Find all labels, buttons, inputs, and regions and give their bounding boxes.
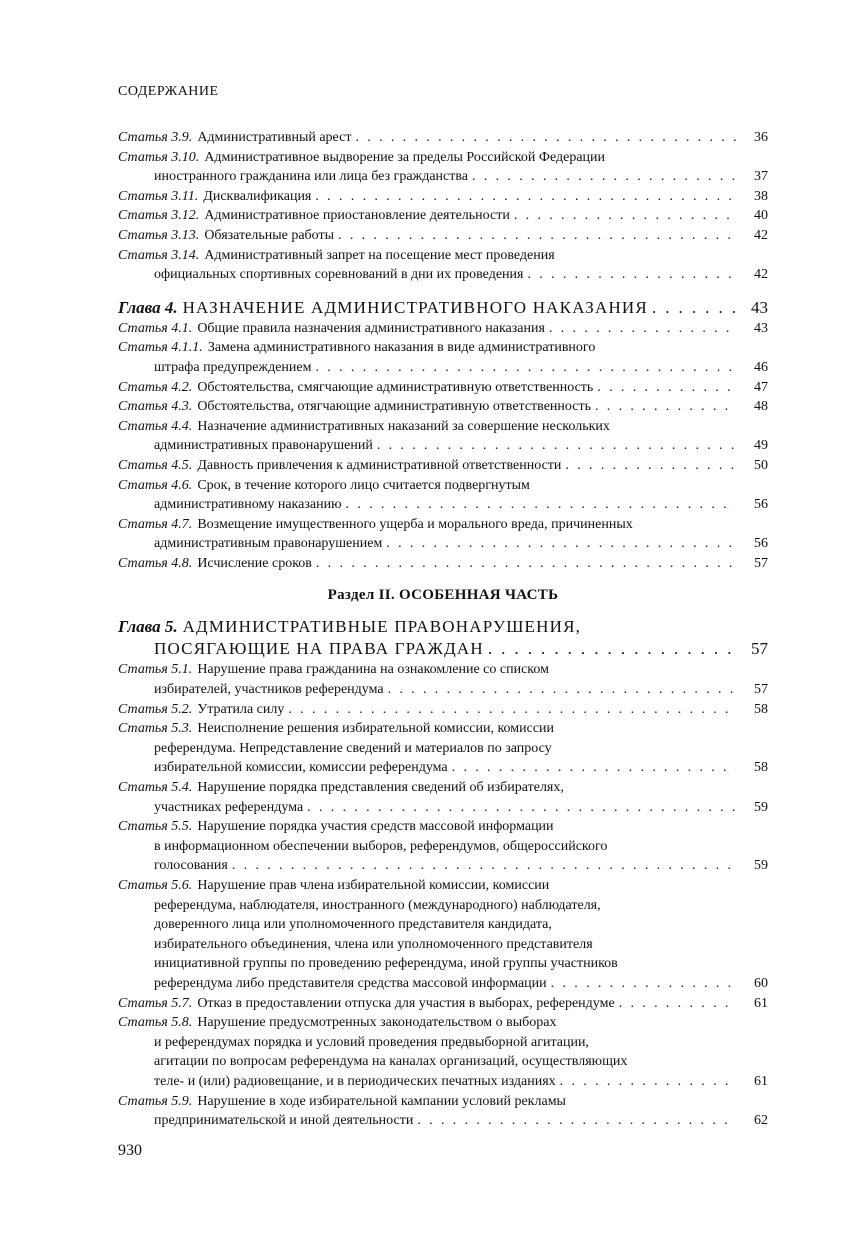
toc-article-entry — [118, 1013, 768, 1091]
page-ref: 56 — [754, 497, 768, 513]
article-label: Статья 5.1. — [118, 662, 193, 678]
entry-title: референдума. Непредставление сведений и материалов по запросу — [154, 740, 552, 756]
dot-leader — [595, 397, 736, 417]
entry-title: Обстоятельства, смягчающие административную ответственность — [197, 379, 594, 395]
entry-title: официальных спортивных соревнований в дни их проведения — [154, 267, 524, 283]
toc-article-entry — [118, 660, 768, 699]
entry-title: избирательного объединения, члена или уполномоченного представителя — [154, 936, 593, 952]
page-ref: 59 — [754, 858, 768, 874]
toc-line — [118, 246, 768, 266]
toc-article-entry — [118, 206, 768, 226]
toc-line — [118, 660, 768, 680]
article-label: Статья 5.5. — [118, 819, 193, 835]
page-ref: 48 — [754, 399, 768, 415]
page-ref: 42 — [754, 267, 768, 283]
entry-title: Исчисление сроков — [197, 555, 312, 571]
entry-title: Утратила силу — [197, 701, 285, 717]
page-ref: 40 — [754, 208, 768, 224]
entry-title: Обстоятельства, отягчающие административную ответственность — [197, 399, 591, 415]
toc-line — [118, 1052, 768, 1072]
dot-leader — [377, 436, 736, 456]
page-ref: 60 — [754, 975, 768, 991]
section-heading: Раздел II. ОСОБЕННАЯ ЧАСТЬ — [327, 587, 559, 604]
toc-line — [118, 994, 768, 1014]
article-label: Статья 5.9. — [118, 1093, 193, 1109]
article-label: Статья 3.12. — [118, 208, 200, 224]
entry-title: Отказ в предоставлении отпуска для участия в выборах, референдуме — [197, 995, 615, 1011]
toc-line — [118, 935, 768, 955]
toc-line — [118, 515, 768, 535]
toc-line — [118, 187, 768, 207]
entry-title: Административное выдворение за пределы Российской Федерации — [204, 149, 606, 165]
article-label: Статья 4.6. — [118, 477, 193, 493]
dot-leader — [488, 638, 736, 660]
dot-leader — [549, 319, 736, 339]
article-label: Статья 4.8. — [118, 555, 193, 571]
entry-title: Замена административного наказания в виде административного — [207, 340, 596, 356]
dot-leader — [560, 1072, 736, 1092]
toc-line — [118, 397, 768, 417]
toc-line — [118, 265, 768, 285]
toc-article-entry — [118, 226, 768, 246]
entry-title: Административный запрет на посещение мест проведения — [204, 247, 555, 263]
article-label: Статья 5.4. — [118, 780, 193, 796]
toc-line — [118, 226, 768, 246]
dot-leader — [316, 554, 736, 574]
dot-leader — [307, 798, 736, 818]
dot-leader — [315, 187, 736, 207]
entry-title: штрафа предупреждением — [154, 359, 312, 375]
dot-leader — [619, 994, 736, 1014]
dot-leader — [316, 358, 737, 378]
toc-article-entry — [118, 319, 768, 339]
entry-title: административным правонарушением — [154, 536, 383, 552]
entry-title: Нарушение порядка участия средств массовой информации — [197, 819, 554, 835]
toc-line — [118, 954, 768, 974]
dot-leader — [565, 456, 736, 476]
page-ref: 43 — [751, 297, 768, 317]
toc-line — [118, 896, 768, 916]
entry-title: Нарушение порядка представления сведений об избирателях, — [197, 780, 564, 796]
toc-line — [118, 700, 768, 720]
toc-line — [118, 719, 768, 739]
toc-article-entry — [118, 128, 768, 148]
article-label: Статья 3.9. — [118, 130, 193, 145]
entry-title: Административный арест — [197, 130, 352, 145]
toc-line — [118, 974, 768, 994]
entry-title: Возмещение имущественного ущерба и морального вреда, причиненных — [197, 516, 633, 532]
toc-article-entry — [118, 1092, 768, 1131]
dot-leader — [527, 265, 736, 285]
toc-line — [118, 417, 768, 437]
page-ref: 49 — [754, 438, 768, 454]
entry-title: участниках референдума — [154, 799, 304, 815]
toc-line — [118, 167, 768, 187]
toc-article-entry — [118, 246, 768, 285]
page-ref: 37 — [754, 169, 768, 185]
toc-chapter-entry — [118, 297, 768, 319]
entry-title: Нарушение права гражданина на ознакомление со списком — [197, 662, 549, 678]
toc-line — [118, 297, 768, 319]
toc-article-entry — [118, 700, 768, 720]
entry-title: Назначение административных наказаний за совершение нескольких — [197, 418, 610, 434]
toc-line — [118, 915, 768, 935]
entry-title: Нарушение прав члена избирательной комиссии, комиссии — [197, 878, 550, 893]
toc-article-entry — [118, 378, 768, 398]
page-ref: 50 — [754, 457, 768, 473]
entry-title: иностранного гражданина или лица без гражданства — [154, 169, 469, 185]
page-ref: 58 — [754, 760, 768, 776]
entry-title: административных правонарушений — [154, 438, 373, 454]
entry-title: референдума, наблюдателя, иностранного (международного) наблюдателя, — [154, 897, 601, 913]
toc-article-entry — [118, 338, 768, 377]
toc-line — [118, 817, 768, 837]
dot-leader — [288, 700, 736, 720]
toc-article-entry — [118, 148, 768, 187]
toc-line — [118, 128, 768, 148]
entry-title: Давность привлечения к административной ответственности — [197, 457, 562, 473]
toc-line — [118, 456, 768, 476]
entry-title: Неисполнение решения избирательной комиссии, комиссии — [197, 721, 555, 737]
dot-leader — [388, 680, 736, 700]
entry-title: инициативной группы по проведению референдума, иной группы участников — [154, 956, 618, 972]
page-ref: 57 — [754, 555, 768, 571]
article-label: Статья 4.2. — [118, 379, 193, 395]
page-ref: 42 — [754, 227, 768, 243]
chapter-label: Глава 4. — [118, 297, 178, 317]
entry-title: голосования — [154, 858, 228, 874]
table-of-contents — [118, 128, 768, 1131]
page-ref: 43 — [754, 320, 768, 336]
article-label: Статья 4.5. — [118, 457, 193, 473]
toc-article-entry — [118, 876, 768, 994]
dot-leader — [417, 1111, 736, 1131]
article-label: Статья 4.3. — [118, 399, 193, 415]
page-ref: 58 — [754, 701, 768, 717]
entry-title: НАЗНАЧЕНИЕ АДМИНИСТРАТИВНОГО НАКАЗАНИЯ — [182, 297, 648, 317]
article-label: Статья 4.1. — [118, 320, 193, 336]
toc-article-entry — [118, 554, 768, 574]
toc-line — [118, 495, 768, 515]
toc-article-entry — [118, 994, 768, 1014]
page-ref: 57 — [754, 682, 768, 698]
page-ref: 36 — [754, 130, 768, 145]
entry-title: Нарушение в ходе избирательной кампании условий рекламы — [197, 1093, 566, 1109]
toc-line — [118, 1013, 768, 1033]
entry-title: АДМИНИСТРАТИВНЫЕ ПРАВОНАРУШЕНИЯ, — [182, 617, 582, 637]
entry-title: теле- и (или) радиовещание, и в периодических печатных изданиях — [154, 1073, 556, 1089]
article-label: Статья 4.1.1. — [118, 340, 203, 356]
toc-line — [118, 358, 768, 378]
article-label: Статья 5.2. — [118, 701, 193, 717]
toc-line — [118, 1033, 768, 1053]
article-label: Статья 5.3. — [118, 721, 193, 737]
toc-line — [118, 638, 768, 660]
entry-title: избирателей, участников референдума — [154, 682, 384, 698]
dot-leader — [338, 226, 736, 246]
page-ref: 62 — [754, 1113, 768, 1129]
page-ref: 56 — [754, 536, 768, 552]
entry-title: и референдумах порядка и условий проведения предвыборной агитации, — [154, 1034, 589, 1050]
dot-leader — [597, 378, 736, 398]
article-label: Статья 5.7. — [118, 995, 193, 1011]
toc-line — [118, 554, 768, 574]
toc-line — [118, 476, 768, 496]
entry-title: Нарушение предусмотренных законодательством о выборах — [197, 1015, 557, 1031]
entry-title: референдума либо представителя средства массовой информации — [154, 975, 547, 991]
toc-article-entry — [118, 417, 768, 456]
entry-title: доверенного лица или уполномоченного представителя кандидата, — [154, 917, 552, 933]
entry-title: предпринимательской и иной деятельности — [154, 1113, 414, 1129]
toc-article-entry — [118, 187, 768, 207]
toc-line — [118, 778, 768, 798]
article-label: Статья 3.13. — [118, 227, 200, 243]
toc-article-entry — [118, 778, 768, 817]
dot-leader — [232, 856, 736, 876]
chapter-label: Глава 5. — [118, 617, 178, 637]
toc-article-entry — [118, 817, 768, 876]
toc-line — [118, 680, 768, 700]
toc-line — [118, 876, 768, 896]
article-label: Статья 4.4. — [118, 418, 193, 434]
toc-article-entry — [118, 397, 768, 417]
page-ref: 57 — [751, 639, 768, 659]
page-ref: 38 — [754, 188, 768, 204]
toc-article-entry — [118, 515, 768, 554]
dot-leader — [452, 758, 736, 778]
page-number: 930 — [118, 1142, 142, 1159]
toc-line — [118, 1072, 768, 1092]
toc-line — [118, 1092, 768, 1112]
entry-title: Срок, в течение которого лицо считается подвергнутым — [197, 477, 530, 493]
article-label: Статья 5.8. — [118, 1015, 193, 1031]
dot-leader — [472, 167, 736, 187]
toc-line — [118, 436, 768, 456]
toc-line — [118, 616, 768, 638]
dot-leader — [514, 206, 736, 226]
page-ref: 47 — [754, 379, 768, 395]
toc-line — [118, 798, 768, 818]
article-label: Статья 3.10. — [118, 149, 200, 165]
toc-line — [118, 534, 768, 554]
toc-article-entry — [118, 456, 768, 476]
entry-title: Дисквалификация — [203, 188, 312, 204]
entry-title: Общие правила назначения административного наказания — [197, 320, 545, 336]
toc-line — [118, 837, 768, 857]
dot-leader — [355, 128, 736, 148]
toc-line — [118, 206, 768, 226]
article-label: Статья 3.11. — [118, 188, 199, 204]
toc-line — [118, 319, 768, 339]
toc-line — [118, 1111, 768, 1131]
page-ref: 59 — [754, 799, 768, 815]
toc-line — [118, 338, 768, 358]
entry-title: Административное приостановление деятельности — [204, 208, 510, 224]
dot-leader — [551, 974, 736, 994]
toc-line — [118, 148, 768, 168]
page-ref: 46 — [754, 359, 768, 375]
page-ref: 61 — [754, 1073, 768, 1089]
toc-line — [118, 856, 768, 876]
entry-title: ПОСЯГАЮЩИЕ НА ПРАВА ГРАЖДАН — [154, 639, 484, 659]
dot-leader — [652, 297, 736, 319]
toc-article-entry — [118, 719, 768, 778]
entry-title: в информационном обеспечении выборов, референдумов, общероссийского — [154, 838, 608, 854]
entry-title: Обязательные работы — [204, 227, 335, 243]
toc-chapter-entry — [118, 616, 768, 660]
toc-line — [118, 378, 768, 398]
page-ref: 61 — [754, 995, 768, 1011]
toc-line — [118, 758, 768, 778]
article-label: Статья 3.14. — [118, 247, 200, 263]
entry-title: административному наказанию — [154, 497, 342, 513]
toc-line — [118, 739, 768, 759]
dot-leader — [346, 495, 736, 515]
article-label: Статья 4.7. — [118, 516, 193, 532]
running-head: СОДЕРЖАНИЕ — [118, 84, 219, 99]
entry-title: агитации по вопросам референдума на каналах организаций, осуществляющих — [154, 1054, 628, 1070]
dot-leader — [386, 534, 736, 554]
entry-title: избирательной комиссии, комиссии референдума — [154, 760, 448, 776]
toc-article-entry — [118, 476, 768, 515]
article-label: Статья 5.6. — [118, 878, 193, 893]
